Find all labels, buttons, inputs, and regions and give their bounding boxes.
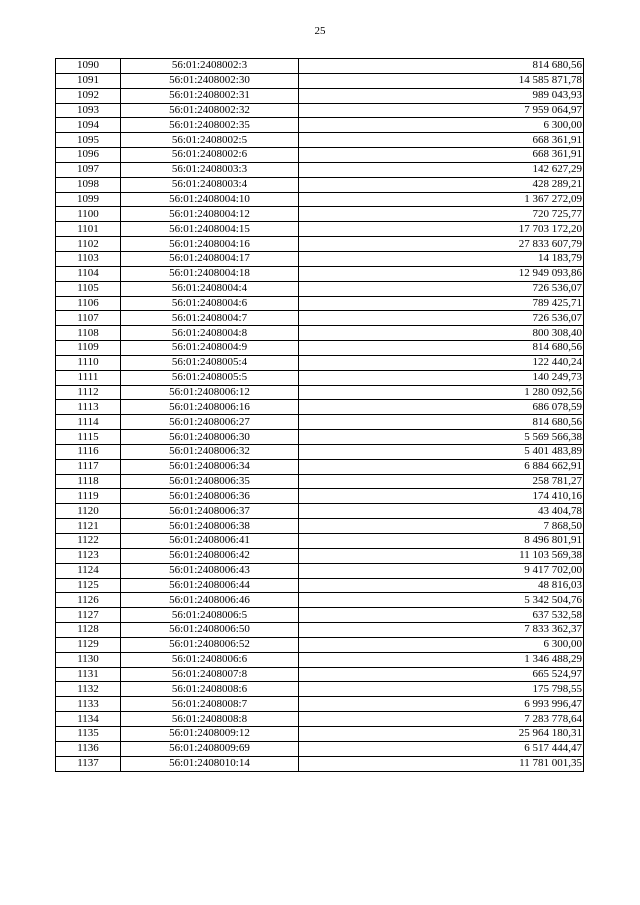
cadastral-number-cell: 56:01:2408006:37 xyxy=(121,504,299,519)
row-number-cell: 1120 xyxy=(56,504,121,519)
table-row xyxy=(56,103,584,118)
table-row xyxy=(56,222,584,237)
row-number-cell: 1130 xyxy=(56,652,121,667)
row-number-cell: 1112 xyxy=(56,385,121,400)
row-number-cell: 1129 xyxy=(56,637,121,652)
row-number-cell: 1096 xyxy=(56,148,121,163)
table-row xyxy=(56,326,584,341)
row-number-cell: 1100 xyxy=(56,207,121,222)
row-number-cell: 1123 xyxy=(56,548,121,563)
cadastral-number-cell: 56:01:2408004:12 xyxy=(121,207,299,222)
cadastral-number-cell: 56:01:2408006:35 xyxy=(121,474,299,489)
cadastral-value-cell: 814 680,56 xyxy=(299,341,584,356)
table-row xyxy=(56,474,584,489)
cadastral-value-cell: 5 569 566,38 xyxy=(299,430,584,445)
cadastral-number-cell: 56:01:2408006:38 xyxy=(121,519,299,534)
cadastral-number-cell: 56:01:2408006:12 xyxy=(121,385,299,400)
row-number-cell: 1136 xyxy=(56,741,121,756)
cadastral-value-cell: 637 532,58 xyxy=(299,608,584,623)
row-number-cell: 1094 xyxy=(56,118,121,133)
table-row xyxy=(56,756,584,771)
table-row xyxy=(56,400,584,415)
cadastral-number-cell: 56:01:2408002:35 xyxy=(121,118,299,133)
page-number: 25 xyxy=(314,25,326,37)
row-number-cell: 1119 xyxy=(56,489,121,504)
cadastral-value-cell: 428 289,21 xyxy=(299,177,584,192)
row-number-cell: 1091 xyxy=(56,73,121,88)
row-number-cell: 1122 xyxy=(56,534,121,549)
cadastral-value-cell: 14 183,79 xyxy=(299,251,584,266)
cadastral-value-cell: 14 585 871,78 xyxy=(299,73,584,88)
row-number-cell: 1124 xyxy=(56,563,121,578)
cadastral-value-cell: 17 703 172,20 xyxy=(299,222,584,237)
cadastral-number-cell: 56:01:2408006:46 xyxy=(121,593,299,608)
table-row xyxy=(56,192,584,207)
row-number-cell: 1137 xyxy=(56,756,121,771)
cadastral-number-cell: 56:01:2408006:16 xyxy=(121,400,299,415)
table-row xyxy=(56,73,584,88)
row-number-cell: 1104 xyxy=(56,266,121,281)
cadastral-value-cell: 789 425,71 xyxy=(299,296,584,311)
cadastral-number-cell: 56:01:2408004:18 xyxy=(121,266,299,281)
cadastral-number-cell: 56:01:2408005:5 xyxy=(121,370,299,385)
row-number-cell: 1135 xyxy=(56,726,121,741)
cadastral-value-cell: 7 959 064,97 xyxy=(299,103,584,118)
cadastral-number-cell: 56:01:2408002:31 xyxy=(121,88,299,103)
table-row xyxy=(56,682,584,697)
cadastral-number-cell: 56:01:2408008:6 xyxy=(121,682,299,697)
cadastral-value-cell: 665 524,97 xyxy=(299,667,584,682)
row-number-cell: 1109 xyxy=(56,341,121,356)
cadastral-number-cell: 56:01:2408006:32 xyxy=(121,444,299,459)
cadastral-number-cell: 56:01:2408004:6 xyxy=(121,296,299,311)
table-row xyxy=(56,519,584,534)
table-row xyxy=(56,341,584,356)
cadastral-value-cell: 726 536,07 xyxy=(299,311,584,326)
row-number-cell: 1090 xyxy=(56,59,121,74)
row-number-cell: 1097 xyxy=(56,162,121,177)
table-row xyxy=(56,296,584,311)
cadastral-number-cell: 56:01:2408006:30 xyxy=(121,430,299,445)
row-number-cell: 1105 xyxy=(56,281,121,296)
table-row xyxy=(56,712,584,727)
cadastral-number-cell: 56:01:2408002:5 xyxy=(121,133,299,148)
cadastral-value-cell: 258 781,27 xyxy=(299,474,584,489)
cadastral-value-cell: 27 833 607,79 xyxy=(299,237,584,252)
cadastral-value-cell: 5 342 504,76 xyxy=(299,593,584,608)
cadastral-number-cell: 56:01:2408008:8 xyxy=(121,712,299,727)
table-row xyxy=(56,593,584,608)
cadastral-value-cell: 6 517 444,47 xyxy=(299,741,584,756)
cadastral-value-cell: 1 367 272,09 xyxy=(299,192,584,207)
cadastral-value-cell: 11 103 569,38 xyxy=(299,548,584,563)
table-row xyxy=(56,741,584,756)
cadastral-number-cell: 56:01:2408010:14 xyxy=(121,756,299,771)
cadastral-value-cell: 5 401 483,89 xyxy=(299,444,584,459)
row-number-cell: 1114 xyxy=(56,415,121,430)
cadastral-number-cell: 56:01:2408009:69 xyxy=(121,741,299,756)
cadastral-value-cell: 11 781 001,35 xyxy=(299,756,584,771)
cadastral-value-cell: 6 993 996,47 xyxy=(299,697,584,712)
table-row xyxy=(56,697,584,712)
cadastral-value-cell: 7 833 362,37 xyxy=(299,623,584,638)
row-number-cell: 1117 xyxy=(56,459,121,474)
table-row xyxy=(56,266,584,281)
table-row xyxy=(56,652,584,667)
row-number-cell: 1128 xyxy=(56,623,121,638)
cadastral-value-cell: 142 627,29 xyxy=(299,162,584,177)
cadastral-value-cell: 7 283 778,64 xyxy=(299,712,584,727)
table-row xyxy=(56,118,584,133)
table-row xyxy=(56,237,584,252)
cadastral-value-cell: 1 280 092,56 xyxy=(299,385,584,400)
row-number-cell: 1106 xyxy=(56,296,121,311)
cadastral-number-cell: 56:01:2408009:12 xyxy=(121,726,299,741)
table-row xyxy=(56,133,584,148)
table-row xyxy=(56,311,584,326)
row-number-cell: 1131 xyxy=(56,667,121,682)
row-number-cell: 1126 xyxy=(56,593,121,608)
row-number-cell: 1110 xyxy=(56,355,121,370)
table-row xyxy=(56,459,584,474)
cadastral-number-cell: 56:01:2408004:10 xyxy=(121,192,299,207)
row-number-cell: 1095 xyxy=(56,133,121,148)
cadastral-value-cell: 686 078,59 xyxy=(299,400,584,415)
row-number-cell: 1121 xyxy=(56,519,121,534)
table-row xyxy=(56,667,584,682)
cadastral-number-cell: 56:01:2408002:6 xyxy=(121,148,299,163)
row-number-cell: 1107 xyxy=(56,311,121,326)
cadastral-value-cell: 9 417 702,00 xyxy=(299,563,584,578)
table-row xyxy=(56,430,584,445)
cadastral-number-cell: 56:01:2408004:15 xyxy=(121,222,299,237)
cadastral-value-cell: 43 404,78 xyxy=(299,504,584,519)
cadastral-number-cell: 56:01:2408006:6 xyxy=(121,652,299,667)
cadastral-value-cell: 668 361,91 xyxy=(299,148,584,163)
row-number-cell: 1125 xyxy=(56,578,121,593)
row-number-cell: 1111 xyxy=(56,370,121,385)
cadastral-value-cell: 7 868,50 xyxy=(299,519,584,534)
cadastral-number-cell: 56:01:2408006:41 xyxy=(121,534,299,549)
row-number-cell: 1102 xyxy=(56,237,121,252)
cadastral-number-cell: 56:01:2408006:27 xyxy=(121,415,299,430)
cadastral-value-cell: 48 816,03 xyxy=(299,578,584,593)
table-row xyxy=(56,563,584,578)
cadastral-number-cell: 56:01:2408006:52 xyxy=(121,637,299,652)
cadastral-value-cell: 6 300,00 xyxy=(299,637,584,652)
row-number-cell: 1099 xyxy=(56,192,121,207)
table-row xyxy=(56,578,584,593)
table-row xyxy=(56,726,584,741)
row-number-cell: 1113 xyxy=(56,400,121,415)
table-row xyxy=(56,251,584,266)
table-row xyxy=(56,623,584,638)
cadastral-number-cell: 56:01:2408006:5 xyxy=(121,608,299,623)
table-row xyxy=(56,59,584,74)
cadastral-value-cell: 989 043,93 xyxy=(299,88,584,103)
cadastral-number-cell: 56:01:2408003:4 xyxy=(121,177,299,192)
cadastral-number-cell: 56:01:2408004:9 xyxy=(121,341,299,356)
cadastral-value-cell: 6 300,00 xyxy=(299,118,584,133)
row-number-cell: 1127 xyxy=(56,608,121,623)
table-row xyxy=(56,281,584,296)
cadastral-number-cell: 56:01:2408006:36 xyxy=(121,489,299,504)
cadastral-value-cell: 122 440,24 xyxy=(299,355,584,370)
row-number-cell: 1134 xyxy=(56,712,121,727)
cadastral-number-cell: 56:01:2408002:30 xyxy=(121,73,299,88)
table-row xyxy=(56,608,584,623)
cadastral-number-cell: 56:01:2408004:7 xyxy=(121,311,299,326)
row-number-cell: 1101 xyxy=(56,222,121,237)
cadastral-value-cell: 25 964 180,31 xyxy=(299,726,584,741)
cadastral-number-cell: 56:01:2408003:3 xyxy=(121,162,299,177)
row-number-cell: 1093 xyxy=(56,103,121,118)
table-row xyxy=(56,88,584,103)
cadastral-number-cell: 56:01:2408006:34 xyxy=(121,459,299,474)
table-row xyxy=(56,385,584,400)
cadastral-number-cell: 56:01:2408007:8 xyxy=(121,667,299,682)
table-row xyxy=(56,415,584,430)
cadastral-value-cell: 814 680,56 xyxy=(299,415,584,430)
table-row xyxy=(56,207,584,222)
cadastral-value-cell: 1 346 488,29 xyxy=(299,652,584,667)
table-row xyxy=(56,444,584,459)
cadastral-value-cell: 175 798,55 xyxy=(299,682,584,697)
cadastral-value-cell: 720 725,77 xyxy=(299,207,584,222)
row-number-cell: 1098 xyxy=(56,177,121,192)
cadastral-number-cell: 56:01:2408005:4 xyxy=(121,355,299,370)
row-number-cell: 1115 xyxy=(56,430,121,445)
cadastral-number-cell: 56:01:2408004:17 xyxy=(121,251,299,266)
cadastral-value-cell: 8 496 801,91 xyxy=(299,534,584,549)
table-body xyxy=(56,59,584,772)
table-row xyxy=(56,148,584,163)
table-row xyxy=(56,370,584,385)
cadastral-number-cell: 56:01:2408004:4 xyxy=(121,281,299,296)
cadastral-value-cell: 174 410,16 xyxy=(299,489,584,504)
table-row xyxy=(56,355,584,370)
row-number-cell: 1132 xyxy=(56,682,121,697)
cadastral-number-cell: 56:01:2408002:32 xyxy=(121,103,299,118)
cadastral-number-cell: 56:01:2408006:50 xyxy=(121,623,299,638)
row-number-cell: 1118 xyxy=(56,474,121,489)
cadastral-value-cell: 12 949 093,86 xyxy=(299,266,584,281)
cadastral-number-cell: 56:01:2408006:42 xyxy=(121,548,299,563)
cadastral-number-cell: 56:01:2408006:44 xyxy=(121,578,299,593)
table-row xyxy=(56,534,584,549)
cadastral-number-cell: 56:01:2408004:16 xyxy=(121,237,299,252)
table-row xyxy=(56,177,584,192)
cadastral-number-cell: 56:01:2408002:3 xyxy=(121,59,299,74)
row-number-cell: 1108 xyxy=(56,326,121,341)
row-number-cell: 1103 xyxy=(56,251,121,266)
cadastral-value-table xyxy=(55,58,584,772)
cadastral-value-cell: 800 308,40 xyxy=(299,326,584,341)
cadastral-value-cell: 140 249,73 xyxy=(299,370,584,385)
cadastral-number-cell: 56:01:2408006:43 xyxy=(121,563,299,578)
table-row xyxy=(56,548,584,563)
row-number-cell: 1116 xyxy=(56,444,121,459)
row-number-cell: 1133 xyxy=(56,697,121,712)
cadastral-value-cell: 814 680,56 xyxy=(299,59,584,74)
cadastral-number-cell: 56:01:2408004:8 xyxy=(121,326,299,341)
table-row xyxy=(56,489,584,504)
table-row xyxy=(56,162,584,177)
table-row xyxy=(56,637,584,652)
cadastral-value-cell: 6 884 662,91 xyxy=(299,459,584,474)
cadastral-value-cell: 668 361,91 xyxy=(299,133,584,148)
cadastral-value-cell: 726 536,07 xyxy=(299,281,584,296)
table-row xyxy=(56,504,584,519)
cadastral-number-cell: 56:01:2408008:7 xyxy=(121,697,299,712)
row-number-cell: 1092 xyxy=(56,88,121,103)
